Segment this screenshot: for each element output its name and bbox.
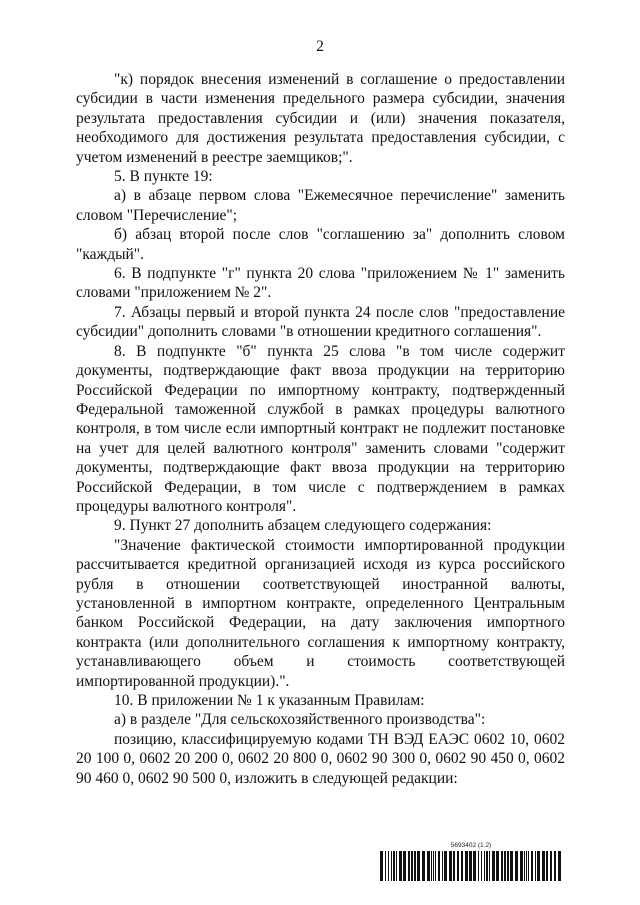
barcode-bar: [481, 851, 482, 881]
paragraph-point-10a: а) в разделе "Для сельскохозяйственного производства":: [114, 711, 486, 729]
barcode-bar: [496, 851, 499, 881]
barcode-bar: [391, 851, 392, 881]
paragraph-point-7: 7. Абзацы первый и второй пункта 24 после слов "предоставление субсидии" дополнить словами "в отношении кредитного соглашения".: [76, 303, 565, 341]
barcode-bar: [435, 851, 436, 881]
paragraph-point-5: 5. В пункте 19:: [114, 168, 213, 186]
barcode-bar: [492, 851, 495, 881]
barcode-bar: [385, 851, 386, 881]
paragraph-point-5a: а) в абзаце первом слова "Ежемесячное перечисление" заменить словом "Перечисление";: [76, 187, 565, 224]
barcode-bar: [528, 851, 529, 881]
paragraph-item-k: "к) порядок внесения изменений в соглашение о предоставлении субсидии в части изменения предельного размера субсидии, значения результата предоставления субсидии и (или) значения показателя, необходимого для достижения результата предоставления субсидии, с учетом изменений в реестре заемщиков;".: [76, 71, 565, 166]
paragraph-point-8: 8. В подпункте "б" пункта 25 слова "в том числе содержит документы, подтверждающие факт ввоза продукции на территорию Российской Федерации по импортному контракту, подтвержденный Федеральной таможенной службой в рамках процедуры валютного контроля, в том числе если импортный контракт не подлежит постановке на учет для целей валютного контроля" заменить словами "содержит документы, подтверждающие факт ввоза продукции на территорию Российской Федерации, в том числе с подтверждением в рамках процедуры валютного контроля".: [76, 342, 565, 515]
barcode-bar: [531, 851, 533, 881]
barcode-label: 5693402 (1.2): [450, 842, 492, 849]
paragraph-point-6: 6. В подпункте "г" пункта 20 слова "приложением № 1" заменить словами "приложением № 2".: [76, 265, 565, 302]
paragraph-position-codes: позицию, классифицируемую кодами ТН ВЭД ЕАЭС 0602 10, 0602 20 100 0, 0602 20 200 0, 0602 20 800 0, 0602 90 300 0, 0602 90 450 0, 0602 90 460 0, 0602 90 500 0, изложить в следующей редакции:: [76, 730, 565, 787]
paragraph-quote-value: "Значение фактической стоимости импортированной продукции рассчитывается кредитной организацией исходя из курса российского рубля в отношении соответствующей иностранной валюты, установленной в импортном контракте, определенного Центральным банком Российской Федерации, на дату заключения импортного контракта (или дополнительного соглашения к импортному контракту, устанавливающего объем и стоимость соответствующей импортированной продукции).".: [76, 536, 565, 690]
barcode-bar: [535, 851, 536, 881]
barcode-bar: [442, 851, 443, 881]
barcode-bar: [399, 851, 402, 881]
barcode-bar: [431, 851, 432, 881]
barcode-bar: [438, 851, 440, 881]
barcode-bar: [526, 851, 527, 881]
barcode-bar: [396, 851, 397, 881]
barcode-bar: [433, 851, 434, 881]
barcode-bar: [524, 851, 525, 881]
barcode-bar: [388, 851, 389, 881]
barcode-bar: [542, 851, 545, 881]
barcode-icon: [380, 851, 562, 881]
barcode-bar: [449, 851, 452, 881]
barcode-bar: [403, 851, 406, 881]
barcode-bar: [510, 851, 513, 881]
paragraph-point-5b: б) абзац второй после слов "соглашению за" дополнить словом "каждый".: [76, 226, 565, 263]
barcode-bar: [473, 851, 476, 881]
barcode-bar: [520, 851, 523, 881]
barcode-bar: [537, 851, 540, 881]
barcode-bar: [444, 851, 447, 881]
barcode-bar: [411, 851, 413, 881]
barcode-bar: [457, 851, 459, 881]
barcode-bar: [554, 851, 556, 881]
barcode-bar: [501, 851, 503, 881]
barcode-bar: [393, 851, 395, 881]
barcode-bar: [489, 851, 490, 881]
paragraph-point-10: 10. В приложении № 1 к указанным Правилам:: [114, 692, 425, 709]
paragraph-point-9: 9. Пункт 27 дополнить абзацем следующего содержания:: [114, 517, 492, 535]
barcode-bar: [465, 851, 468, 881]
barcode-bar: [515, 851, 518, 881]
barcode-bar: [461, 851, 463, 881]
barcode-bar: [417, 851, 420, 881]
barcode-bar: [408, 851, 410, 881]
barcode-bar: [414, 851, 416, 881]
barcode-bar: [469, 851, 472, 881]
document-body: [76, 70, 565, 788]
document-barcode: [380, 842, 562, 886]
barcode-bar: [486, 851, 488, 881]
page-number: 2: [316, 38, 324, 55]
barcode-bar: [507, 851, 509, 881]
barcode-bar: [558, 851, 561, 881]
barcode-bar: [504, 851, 506, 881]
barcode-bar: [550, 851, 552, 881]
barcode-bar: [422, 851, 425, 881]
barcode-bar: [546, 851, 548, 881]
barcode-bar: [453, 851, 455, 881]
barcode-bar: [427, 851, 430, 881]
barcode-bar: [380, 851, 383, 881]
barcode-bar: [484, 851, 485, 881]
barcode-bar: [478, 851, 479, 881]
